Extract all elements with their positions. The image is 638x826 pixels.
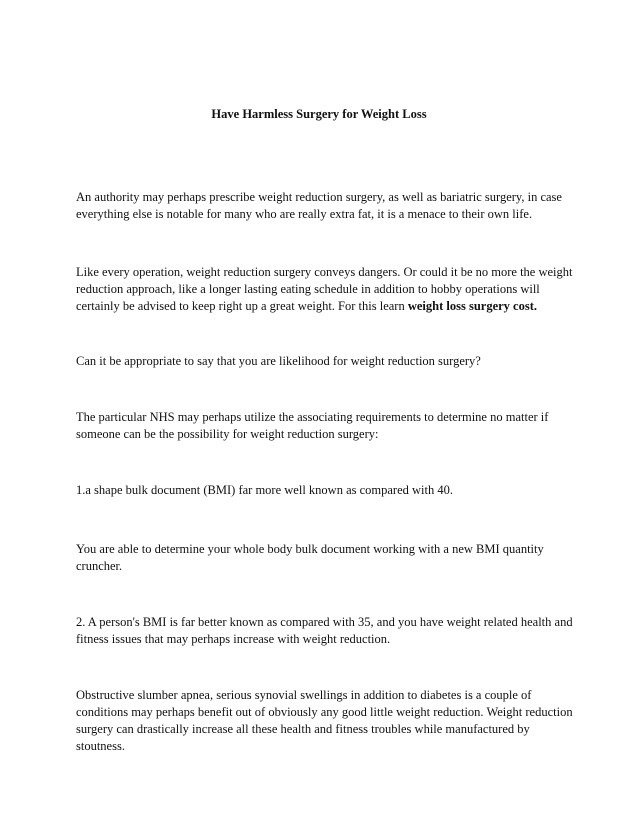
paragraph-4: The particular NHS may perhaps utilize the associating requirements to determine no matter if someone can be the possibility for weight reduction surgery: [76, 410, 549, 441]
paragraph-6: You are able to determine your whole body bulk document working with a new BMI quantity cruncher. [76, 542, 544, 573]
paragraph-5: 1.a shape bulk document (BMI) far more well known as compared with 40. [76, 483, 453, 497]
weight-loss-surgery-cost-link[interactable]: weight loss surgery cost. [407, 299, 537, 313]
paragraph-8: Obstructive slumber apnea, serious synovial swellings in addition to diabetes is a couple of conditions may perhaps benefit out of obviously any good little weight reduction. Weight reduction surgery can drastically increase all these health and fitness troubles while manufactured by stoutness. [76, 688, 573, 753]
paragraph-2-text: Like every operation, weight reduction surgery conveys dangers. Or could it be no more the weight reduction approach, like a longer lasting eating schedule in addition to hobby operations will certainly be advised to keep right up a great weight. For this learn [76, 265, 573, 313]
paragraph-3: Can it be appropriate to say that you are likelihood for weight reduction surgery? [76, 354, 481, 368]
paragraph-1: An authority may perhaps prescribe weight reduction surgery, as well as bariatric surgery, in case everything else is notable for many who are really extra fat, it is a menace to their own life. [76, 190, 562, 221]
paragraph-7: 2. A person's BMI is far better known as compared with 35, and you have weight related health and fitness issues that may perhaps increase with weight reduction. [76, 615, 573, 646]
document-title: Have Harmless Surgery for Weight Loss [211, 107, 427, 121]
paragraph-2 [76, 264, 576, 315]
